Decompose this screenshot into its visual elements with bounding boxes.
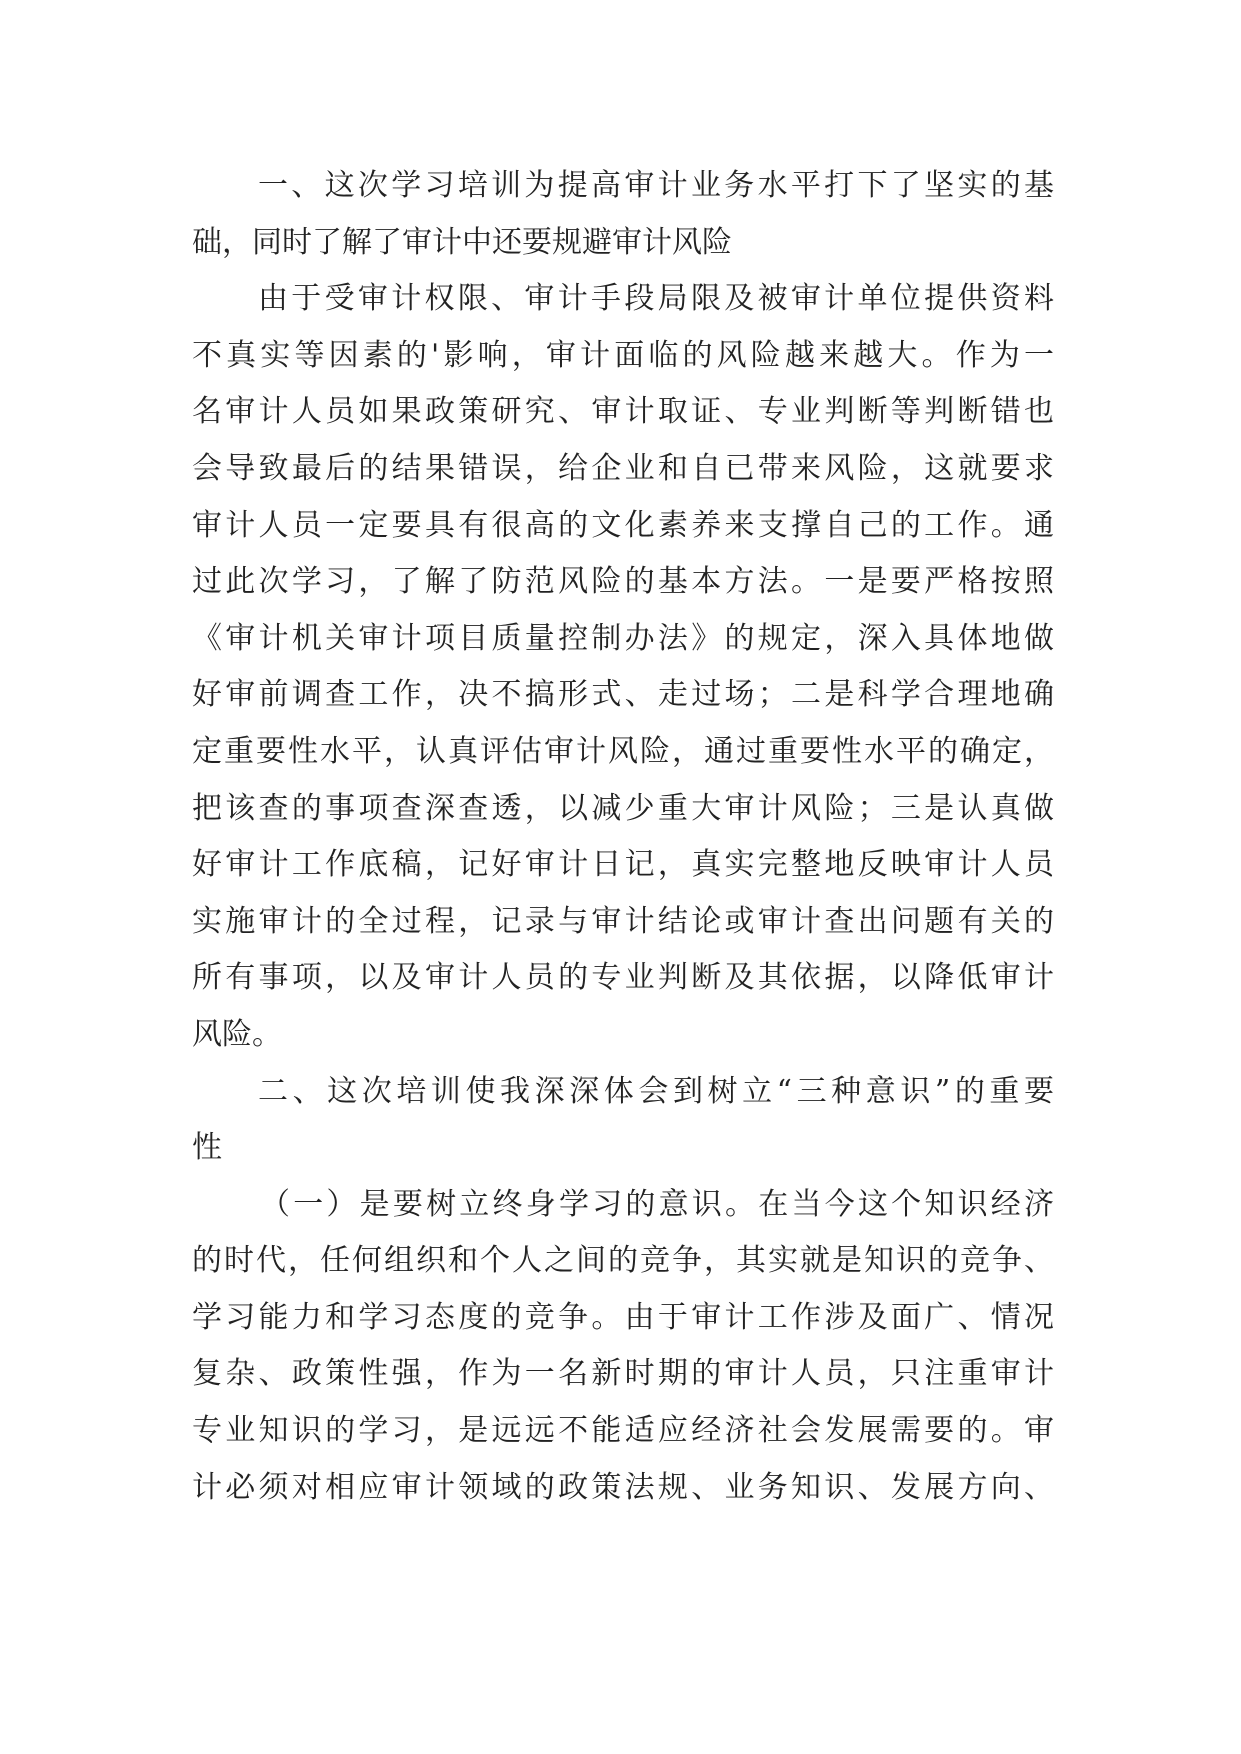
text-line: 复杂、政策性强，作为一名新时期的审计人员，只注重审计 xyxy=(192,1356,1054,1392)
paragraph-body-learning xyxy=(192,1177,1054,1517)
text-line: 会导致最后的结果错误，给企业和自已带来风险，这就要求 xyxy=(192,450,1054,486)
text-line: 一、这次学习培训为提高审计业务水平打下了坚实的基 xyxy=(258,168,1054,203)
text-line: 名审计人员如果政策研究、审计取证、专业判断等判断错也 xyxy=(192,394,1054,430)
text-line: 实施审计的全过程，记录与审计结论或审计查出问题有关的 xyxy=(192,903,1054,939)
paragraph-heading-two xyxy=(192,1064,1054,1177)
paragraph-heading-one xyxy=(192,158,1054,271)
text-line: 过此次学习，了解了防范风险的基本方法。一是要严格按照 xyxy=(192,564,1054,600)
text-line: 础，同时了解了审计中还要规避审计风险 xyxy=(192,224,732,260)
text-line: 好审前调查工作，决不搞形式、走过场；二是科学合理地确 xyxy=(192,677,1054,713)
text-line: 《审计机关审计项目质量控制办法》的规定，深入具体地做 xyxy=(192,620,1054,656)
text-line: 定重要性水平，认真评估审计风险，通过重要性水平的确定， xyxy=(192,733,1054,769)
text-line: 的时代，任何组织和个人之间的竞争，其实就是知识的竞争、 xyxy=(192,1243,1054,1279)
text-line: 二、这次培训使我深深体会到树立“三种意识”的重要 xyxy=(258,1073,1054,1109)
text-line: 审计人员一定要具有很高的文化素养来支撑自己的工作。通 xyxy=(192,507,1054,543)
text-line: 学习能力和学习态度的竞争。由于审计工作涉及面广、情况 xyxy=(192,1299,1054,1335)
text-line: 所有事项，以及审计人员的专业判断及其依据，以降低审计 xyxy=(192,960,1054,996)
text-line: 由于受审计权限、审计手段局限及被审计单位提供资料 xyxy=(258,281,1054,317)
text-line: （一）是要树立终身学习的意识。在当今这个知识经济 xyxy=(260,1186,1054,1222)
text-line: 好审计工作底稿，记好审计日记，真实完整地反映审计人员 xyxy=(192,847,1054,883)
text-line: 风险。 xyxy=(192,1016,282,1052)
paragraph-body-risk xyxy=(192,271,1054,1063)
text-line: 不真实等因素的'影响，审计面临的风险越来越大。作为一 xyxy=(192,337,1054,373)
document-body xyxy=(192,158,1054,1516)
text-line: 计必须对相应审计领域的政策法规、业务知识、发展方向、 xyxy=(192,1469,1054,1505)
text-line: 专业知识的学习，是远远不能适应经济社会发展需要的。审 xyxy=(192,1413,1054,1449)
text-line: 把该查的事项查深查透，以减少重大审计风险；三是认真做 xyxy=(192,790,1054,826)
text-line: 性 xyxy=(192,1130,222,1166)
